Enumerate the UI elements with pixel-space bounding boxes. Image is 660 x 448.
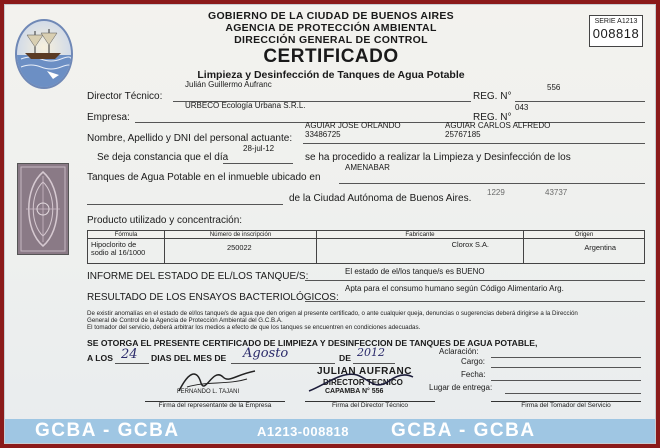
formula-cell <box>88 239 165 264</box>
serie-box <box>589 15 643 47</box>
otorga-year: 2012 <box>357 346 385 359</box>
empresa-value: URBECO Ecología Urbana S.R.L. <box>185 101 306 110</box>
person1-name: AGUIAR JOSE ORLANDO <box>305 121 401 130</box>
constancia-part2: se ha procedido a realizar la Limpieza y Desinfección de los <box>305 152 571 163</box>
producto-label: Producto utilizado y concentración: <box>87 215 243 226</box>
informe-value: El estado de el/los tanque/s es BUENO <box>345 267 485 276</box>
otorga-a-los: A LOS <box>87 353 113 363</box>
otorga-month: Agosto <box>243 346 289 361</box>
inscripcion-cell: 250022 <box>165 239 317 264</box>
lugar-label: Lugar de entrega: <box>429 383 493 392</box>
personal-label: Nombre, Apellido y DNI del personal actuante: <box>87 133 293 144</box>
fecha-underline <box>491 379 641 381</box>
security-footer-band <box>5 419 656 443</box>
personal-underline <box>303 142 645 144</box>
empresa-signer-name: FERNANDO L. TAJANI <box>177 389 240 395</box>
serie-number: 008818 <box>592 26 640 41</box>
constancia-part1: Se deja constancia que el día <box>97 152 229 163</box>
origen-cell: Argentina <box>524 239 645 264</box>
empresa-label: Empresa: <box>87 112 130 123</box>
director-reg-value: 556 <box>547 83 561 92</box>
director-signature-icon <box>305 361 415 397</box>
th-fabricante: Fabricante <box>317 231 524 239</box>
label-director-signature: Firma del Director Técnico <box>331 402 409 409</box>
formula-line-1: Hipoclorito de <box>91 240 137 249</box>
otorga-text: SE OTORGA EL PRESENTE CERTIFICADO DE LIMPIEZA Y DESINFECCION DE TANQUES DE AGUA POTABLE, <box>87 338 538 348</box>
th-inscripcion: Número de inscripción <box>165 231 317 239</box>
resultado-label: RESULTADO DE LOS ENSAYOS BACTERIOLÓGICOS: <box>87 292 339 303</box>
certificate-title: CERTIFICADO <box>263 46 399 67</box>
notice-line-1: De existir anomalías en el estado de el/los tanque/s de agua que den origen al presente certificado, o ante cualquier queja, denuncias o sugerencias deberá dirigirse a la Dirección <box>87 310 578 317</box>
otorga-de: DE <box>339 353 351 363</box>
constancia-date: 28-jul-12 <box>243 144 275 153</box>
label-empresa-signature: Firma del representante de la Empresa <box>158 402 272 409</box>
notice-line-2: General de Control de la Agencia de Protección Ambiental del G.C.B.A. <box>87 317 283 324</box>
table-row <box>88 239 645 264</box>
header-line-2: AGENCIA DE PROTECCIÓN AMBIENTAL <box>225 22 437 34</box>
informe-underline <box>305 279 645 281</box>
informe-label: INFORME DEL ESTADO DE EL/LOS TANQUE/S: <box>87 271 309 282</box>
th-formula: Fórmula <box>88 231 165 239</box>
fecha-label: Fecha: <box>461 370 486 379</box>
serie-label: SERIE A1213 <box>594 18 638 25</box>
director-value: Julián Guillermo Aufranc <box>185 80 272 89</box>
constancia-num2: 43737 <box>545 188 568 197</box>
footer-serial-code: A1213-008818 <box>257 424 350 439</box>
resultado-value: Apta para el consumo humano según Código Alimentario Arg. <box>345 284 564 293</box>
empresa-reg-value: 043 <box>515 103 529 112</box>
constancia-num1: 1229 <box>487 188 505 197</box>
person1-dni: 33486725 <box>305 130 341 139</box>
producto-table <box>87 230 645 264</box>
director-label: Director Técnico: <box>87 91 163 102</box>
fabricante-cell: Clorox S.A. <box>317 239 524 264</box>
director-stamp-line-3: CAPAMBA N° 556 <box>325 388 384 395</box>
formula-line-2: sodio al 16/1000 <box>91 248 146 257</box>
lugar-underline <box>505 392 641 394</box>
label-tomador-signature: Firma del Tomador del Servicio <box>521 402 611 409</box>
resultado-underline <box>305 300 645 302</box>
certificate-subtitle: Limpieza y Desinfección de Tanques de Agua Potable <box>197 69 465 81</box>
otorga-day: 24 <box>121 347 138 362</box>
director-stamp-line-2: DIRECTOR TECNICO <box>323 378 403 387</box>
constancia-line3: de la Ciudad Autónoma de Buenos Aires. <box>289 193 472 204</box>
day-underline <box>115 362 149 364</box>
person2-dni: 25767185 <box>445 130 481 139</box>
address-underline <box>339 182 645 184</box>
certificate-paper <box>4 4 656 444</box>
director-reg-underline <box>515 100 645 102</box>
address-underline-2 <box>87 203 283 205</box>
header-line-1: GOBIERNO DE LA CIUDAD DE BUENOS AIRES <box>207 10 454 22</box>
empresa-underline <box>135 121 471 123</box>
header-line-3: DIRECCIÓN GENERAL DE CONTROL <box>234 34 428 46</box>
otorga-dias-del-mes: DIAS DEL MES DE <box>151 353 227 363</box>
aclaracion-label: Aclaración: <box>439 347 479 356</box>
constancia-address: AMENABAR <box>345 163 390 172</box>
director-stamp-line-1: JULIAN AUFRANC <box>317 366 412 377</box>
cargo-label: Cargo: <box>461 357 486 366</box>
footer-ghost-right: GCBA - GCBA <box>391 420 536 441</box>
cargo-underline <box>491 366 641 368</box>
footer-ghost-left: GCBA - GCBA <box>35 420 180 441</box>
aclaracion-underline <box>491 356 641 358</box>
person2-name: AGUIAR CARLOS ALFREDO <box>445 121 551 130</box>
security-hologram-icon <box>17 163 69 255</box>
date-underline <box>223 162 293 164</box>
notice-line-3: El tomador del servicio, deberá arbitrar los medios a efecto de que los tanques se encuentren en condiciones adecuadas. <box>87 324 421 331</box>
director-reg-label: REG. N° <box>473 91 512 102</box>
constancia-line2: Tanques de Agua Potable en el inmueble ubicado en <box>87 172 321 183</box>
th-origen: Origen <box>524 231 645 239</box>
empresa-reg-label: REG. N° <box>473 112 512 123</box>
